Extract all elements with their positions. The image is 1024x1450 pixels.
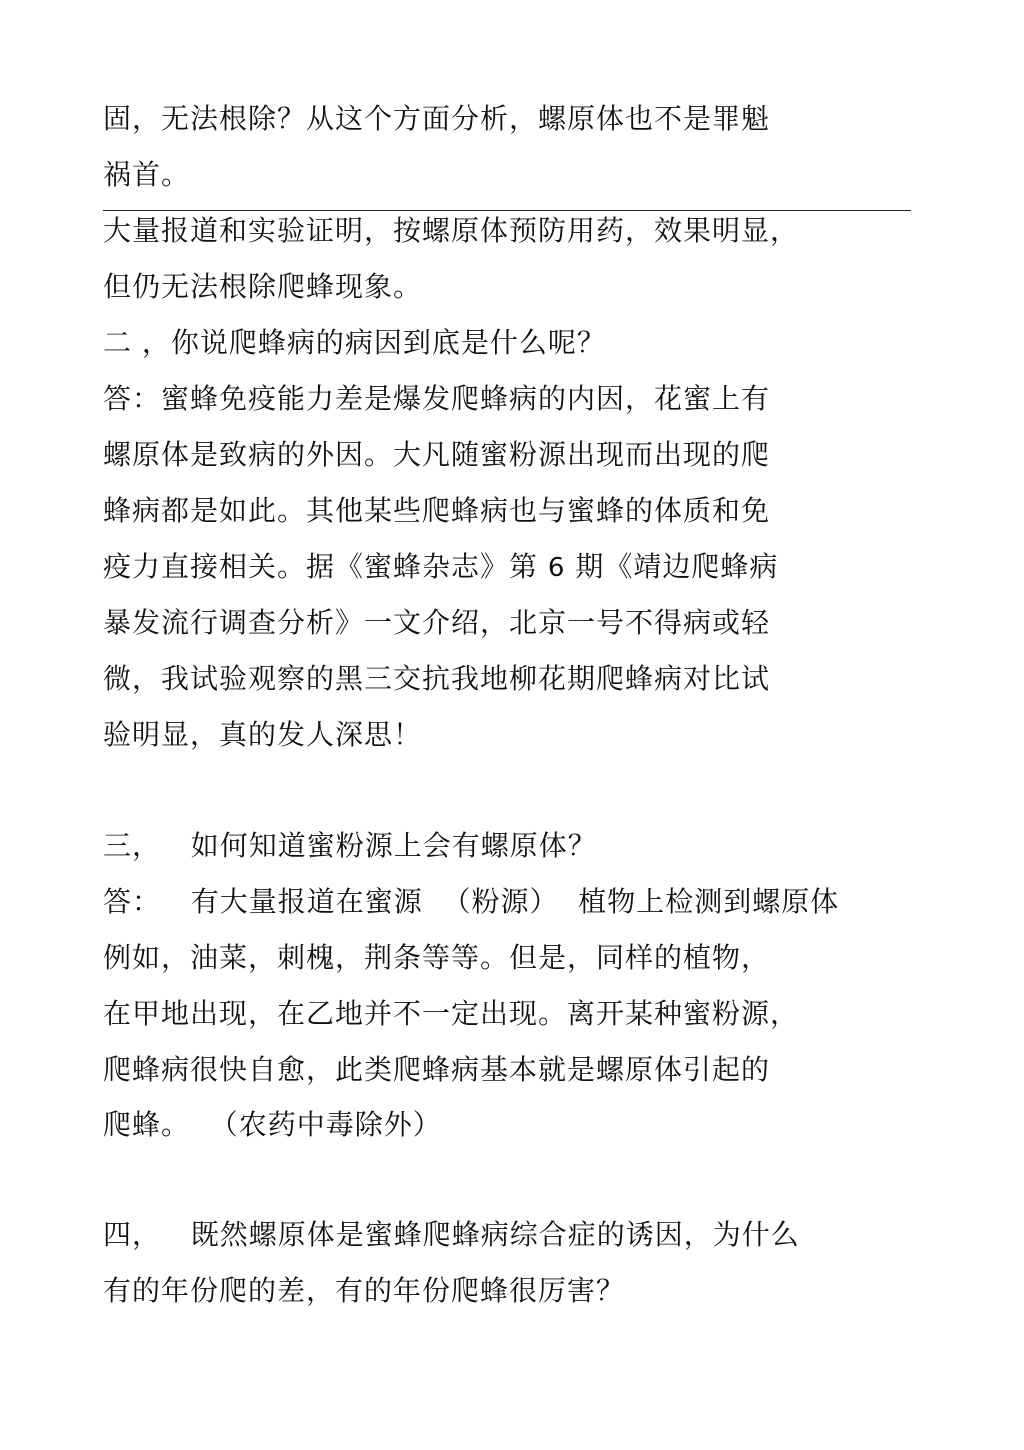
text-line: 但仍无法根除爬蜂现象。 (103, 270, 423, 303)
issue-number: 6 (547, 553, 566, 583)
text-line: 在甲地出现，在乙地并不一定出现。离开某种蜜粉源， (103, 997, 800, 1030)
text-line (103, 550, 778, 585)
text-line: 暴发流行调查分析》一文介绍，北京一号不得病或轻 (103, 606, 771, 639)
text-line: 爬蜂病很快自愈，此类爬蜂病基本就是螺原体引起的 (103, 1053, 771, 1086)
question-heading: 三， 如何知道蜜粉源上会有螺原体？ (103, 829, 597, 862)
text-line: 验明显，真的发人深思！ (103, 718, 423, 751)
text-segment: 期《靖边爬蜂病 (575, 550, 779, 583)
text-line: 固，无法根除？从这个方面分析，螺原体也不是罪魁 (103, 102, 771, 135)
text-segment: 疫力直接相关。据《蜜蜂杂志》第 (103, 550, 539, 583)
text-line: 爬蜂。 （农药中毒除外） (103, 1108, 442, 1141)
text-line: 祸首。 (103, 158, 191, 191)
text-line: 例如，油菜，刺槐，荆条等等。但是，同样的植物， (103, 941, 771, 974)
text-line: 答：蜜蜂免疫能力差是爆发爬蜂病的内因，花蜜上有 (103, 382, 771, 415)
question-heading: 二 ，你说爬蜂病的病因到底是什么呢？ (103, 326, 606, 359)
question-heading: 四， 既然螺原体是蜜蜂爬蜂病综合症的诱因，为什么 (103, 1218, 800, 1251)
text-line: 蜂病都是如此。其他某些爬蜂病也与蜜蜂的体质和免 (103, 494, 771, 527)
text-line: 微，我试验观察的黑三交抗我地柳花期爬蜂病对比试 (103, 662, 771, 695)
text-line: 螺原体是致病的外因。大凡随蜜粉源出现而出现的爬 (103, 438, 771, 471)
text-line: 有的年份爬的差，有的年份爬蜂很厉害？ (103, 1274, 626, 1307)
text-line: 大量报道和实验证明，按螺原体预防用药，效果明显， (103, 214, 800, 247)
text-line: 答： 有大量报道在蜜源 （粉源） 植物上检测到螺原体 (103, 885, 840, 918)
horizontal-rule (103, 210, 911, 211)
